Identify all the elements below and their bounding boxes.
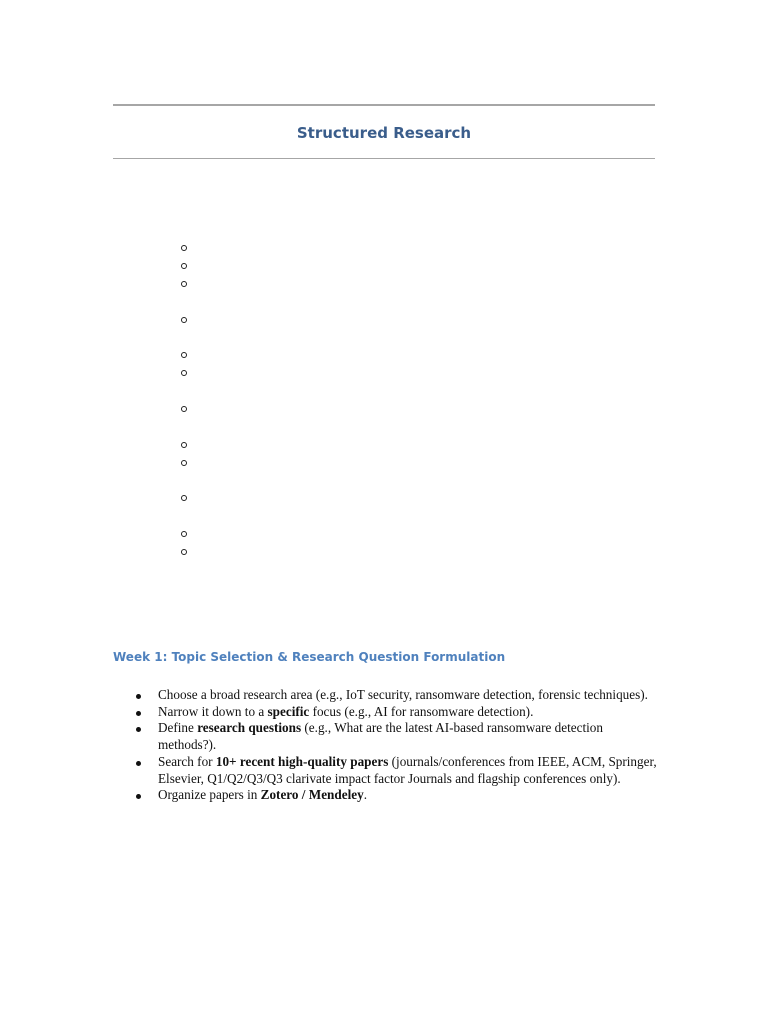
task-item <box>113 787 658 804</box>
week-1-task-list <box>113 687 658 804</box>
task-text: Choose a broad research area (e.g., IoT security, ransomware detection, forensic techniques). <box>158 687 648 702</box>
empty-sub-bullet <box>181 281 187 287</box>
empty-sub-bullet <box>181 263 187 269</box>
task-text: Organize papers in <box>158 787 261 803</box>
task-emphasis: Zotero / Mendeley <box>260 787 364 803</box>
task-item <box>113 687 658 704</box>
empty-sub-bullet <box>181 460 187 466</box>
empty-sub-bullet <box>181 495 187 501</box>
empty-sub-bullet <box>181 442 187 448</box>
task-item <box>113 720 658 753</box>
empty-sub-bullet <box>181 531 187 537</box>
task-item <box>113 754 658 787</box>
task-text: (journals/conferences from IEEE, ACM, Springer, Elsevier, Q1/Q2/Q3/Q3 clarivate impact factor Journals and flagship conferences only). <box>158 753 657 786</box>
task-text: Define <box>158 720 198 736</box>
empty-sub-bullet <box>181 245 187 251</box>
empty-sub-bullet <box>181 370 187 376</box>
empty-sub-bullet <box>181 549 187 555</box>
task-text: (e.g., What are the latest AI-based ransomware detection methods?). <box>158 720 603 753</box>
empty-sub-bullet <box>181 317 187 323</box>
task-emphasis: research questions <box>197 720 302 736</box>
task-item <box>113 704 658 721</box>
task-text: Narrow it down to a <box>158 703 268 719</box>
task-text: Search for <box>158 753 216 769</box>
week-1-heading: Week 1: Topic Selection & Research Question Formulation <box>113 650 506 664</box>
empty-sub-bullet <box>181 352 187 358</box>
task-text: focus (e.g., AI for ransomware detection). <box>309 703 534 719</box>
task-emphasis: 10+ recent high-quality papers <box>215 753 389 769</box>
empty-sub-bullet <box>181 406 187 412</box>
task-text: . <box>363 787 367 803</box>
task-emphasis: specific <box>267 703 310 719</box>
document-title: Structured Research <box>296 124 472 142</box>
